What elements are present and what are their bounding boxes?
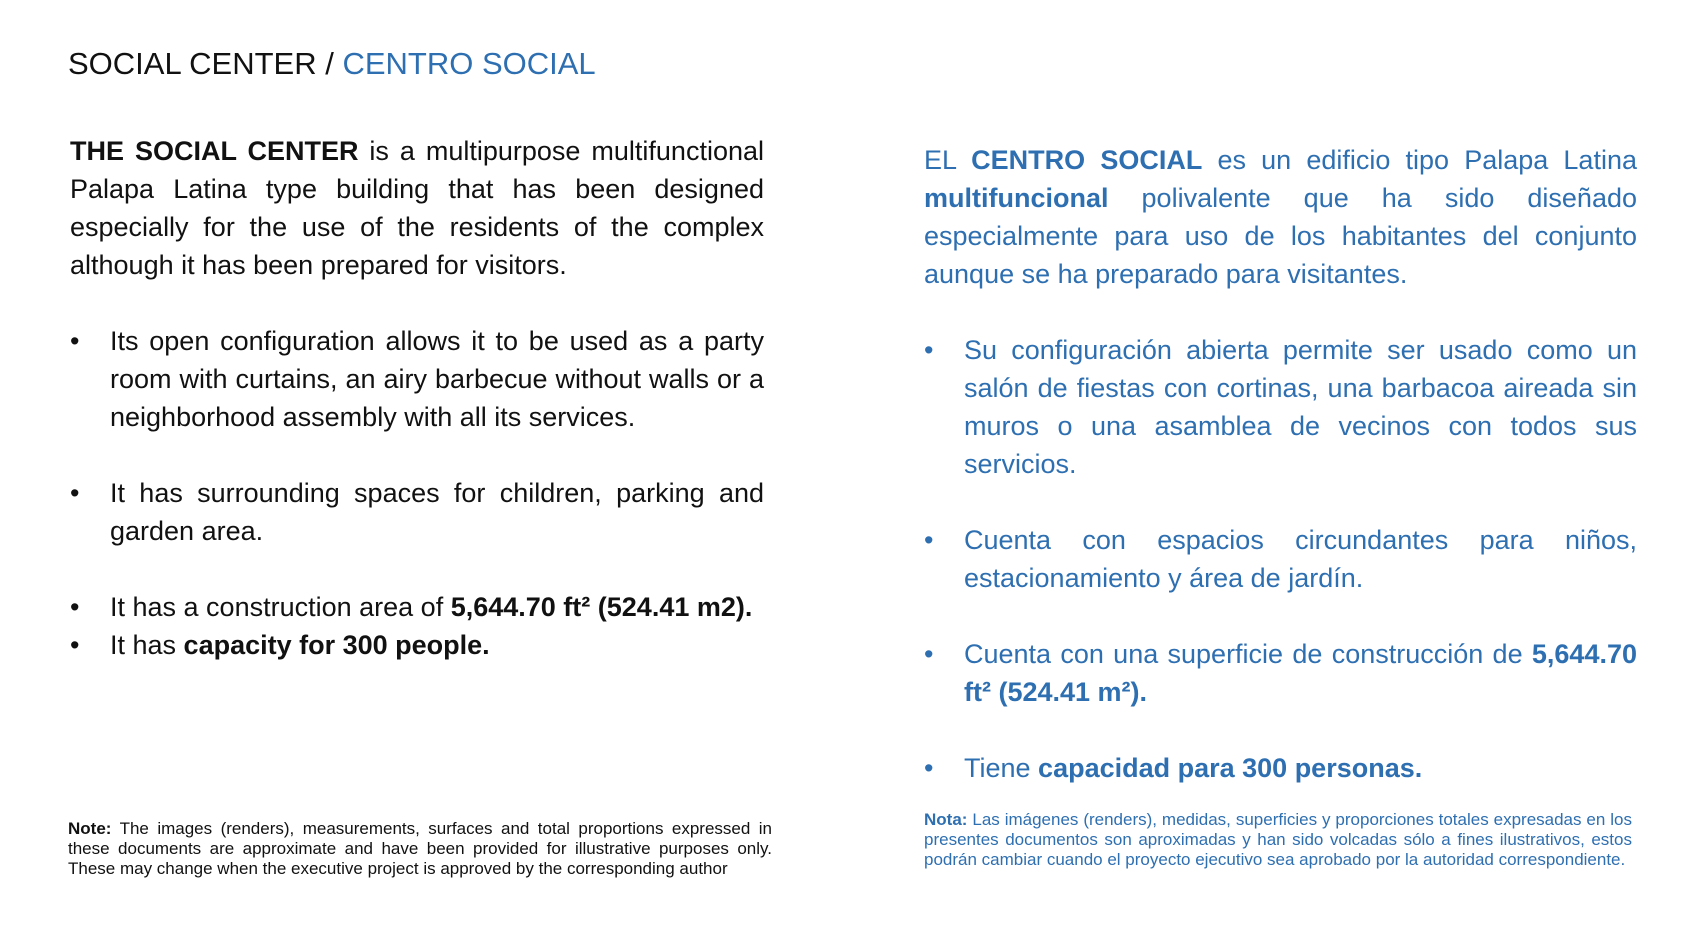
spanish-bullet-area: [924, 635, 1637, 711]
spanish-intro: [924, 141, 1637, 293]
page-title: [68, 46, 596, 82]
spanish-intro-bold-type: multifuncional: [924, 183, 1109, 213]
english-note-label: Note:: [68, 819, 112, 838]
title-separator: /: [316, 46, 343, 81]
spanish-bullet-area-value: 5,644.70 ft² (524.41 m²).: [964, 639, 1637, 707]
spanish-bullet-capacity-value: capacidad para 300 personas.: [1038, 753, 1423, 783]
english-note-text: The images (renders), measurements, surfaces and total proportions expressed in these documents are approximate and have been provided for illustrative purposes only. These may change when the executive project is approved by the corresponding author: [68, 819, 772, 878]
spanish-intro-bold-name: CENTRO SOCIAL: [971, 145, 1203, 175]
english-bullet-list: [70, 322, 764, 664]
spanish-intro-middle: es un edificio tipo Palapa Latina: [1202, 145, 1637, 175]
spanish-bullet-surroundings: [924, 521, 1637, 597]
english-note: [68, 819, 772, 879]
english-bullet-area-text: It has a construction area of: [110, 592, 451, 622]
spanish-bullet-capacity: [924, 749, 1637, 787]
english-intro-bold: THE SOCIAL CENTER: [70, 136, 359, 166]
spanish-column: [924, 141, 1637, 787]
spanish-bullet-configuration-text: Su configuración abierta permite ser usado como un salón de fiestas con cortinas, una barbacoa aireada sin muros o una asamblea de vecinos con todos sus servicios.: [964, 335, 1637, 479]
spanish-bullet-surroundings-text: Cuenta con espacios circundantes para niños, estacionamiento y área de jardín.: [964, 525, 1637, 593]
title-english: SOCIAL CENTER: [68, 46, 317, 81]
spanish-bullet-list: [924, 331, 1637, 787]
english-intro: [70, 132, 764, 284]
spanish-note-label: Nota:: [924, 810, 968, 829]
english-bullet-area: [70, 588, 764, 626]
spanish-bullet-configuration: [924, 331, 1637, 483]
spanish-bullet-capacity-text: Tiene: [964, 753, 1039, 783]
spanish-intro-prefix: EL: [924, 145, 972, 175]
english-bullet-capacity-text: It has: [110, 630, 184, 660]
spanish-intro-text: polivalente que ha sido diseñado especialmente para uso de los habitantes del conjunto aunque se ha preparado para visitantes.: [924, 183, 1637, 289]
english-column: [70, 132, 764, 664]
title-spanish: CENTRO SOCIAL: [342, 46, 596, 81]
english-bullet-configuration: [70, 322, 764, 436]
english-bullet-configuration-text: Its open configuration allows it to be used as a party room with curtains, an airy barbecue without walls or a neighborhood assembly with all its services.: [110, 326, 764, 432]
english-bullet-surroundings: [70, 474, 764, 550]
spanish-bullet-area-text: Cuenta con una superficie de construcción de: [964, 639, 1532, 669]
spanish-note: [924, 810, 1632, 870]
english-bullet-surroundings-text: It has surrounding spaces for children, parking and garden area.: [110, 478, 764, 546]
english-bullet-capacity: [70, 626, 764, 664]
english-bullet-capacity-value: capacity for 300 people.: [183, 630, 490, 660]
spanish-note-text: Las imágenes (renders), medidas, superficies y proporciones totales expresadas en los presentes documentos son aproximadas y han sido volcadas sólo a fines ilustrativos, estos podrán cambiar cuando el proyecto ejecutivo sea aprobado por la autoridad correspondiente.: [924, 810, 1632, 869]
english-bullet-area-value: 5,644.70 ft² (524.41 m2).: [450, 592, 753, 622]
english-intro-text: is a multipurpose multifunctional Palapa Latina type building that has been designed especially for the use of the residents of the complex although it has been prepared for visitors.: [70, 136, 764, 280]
